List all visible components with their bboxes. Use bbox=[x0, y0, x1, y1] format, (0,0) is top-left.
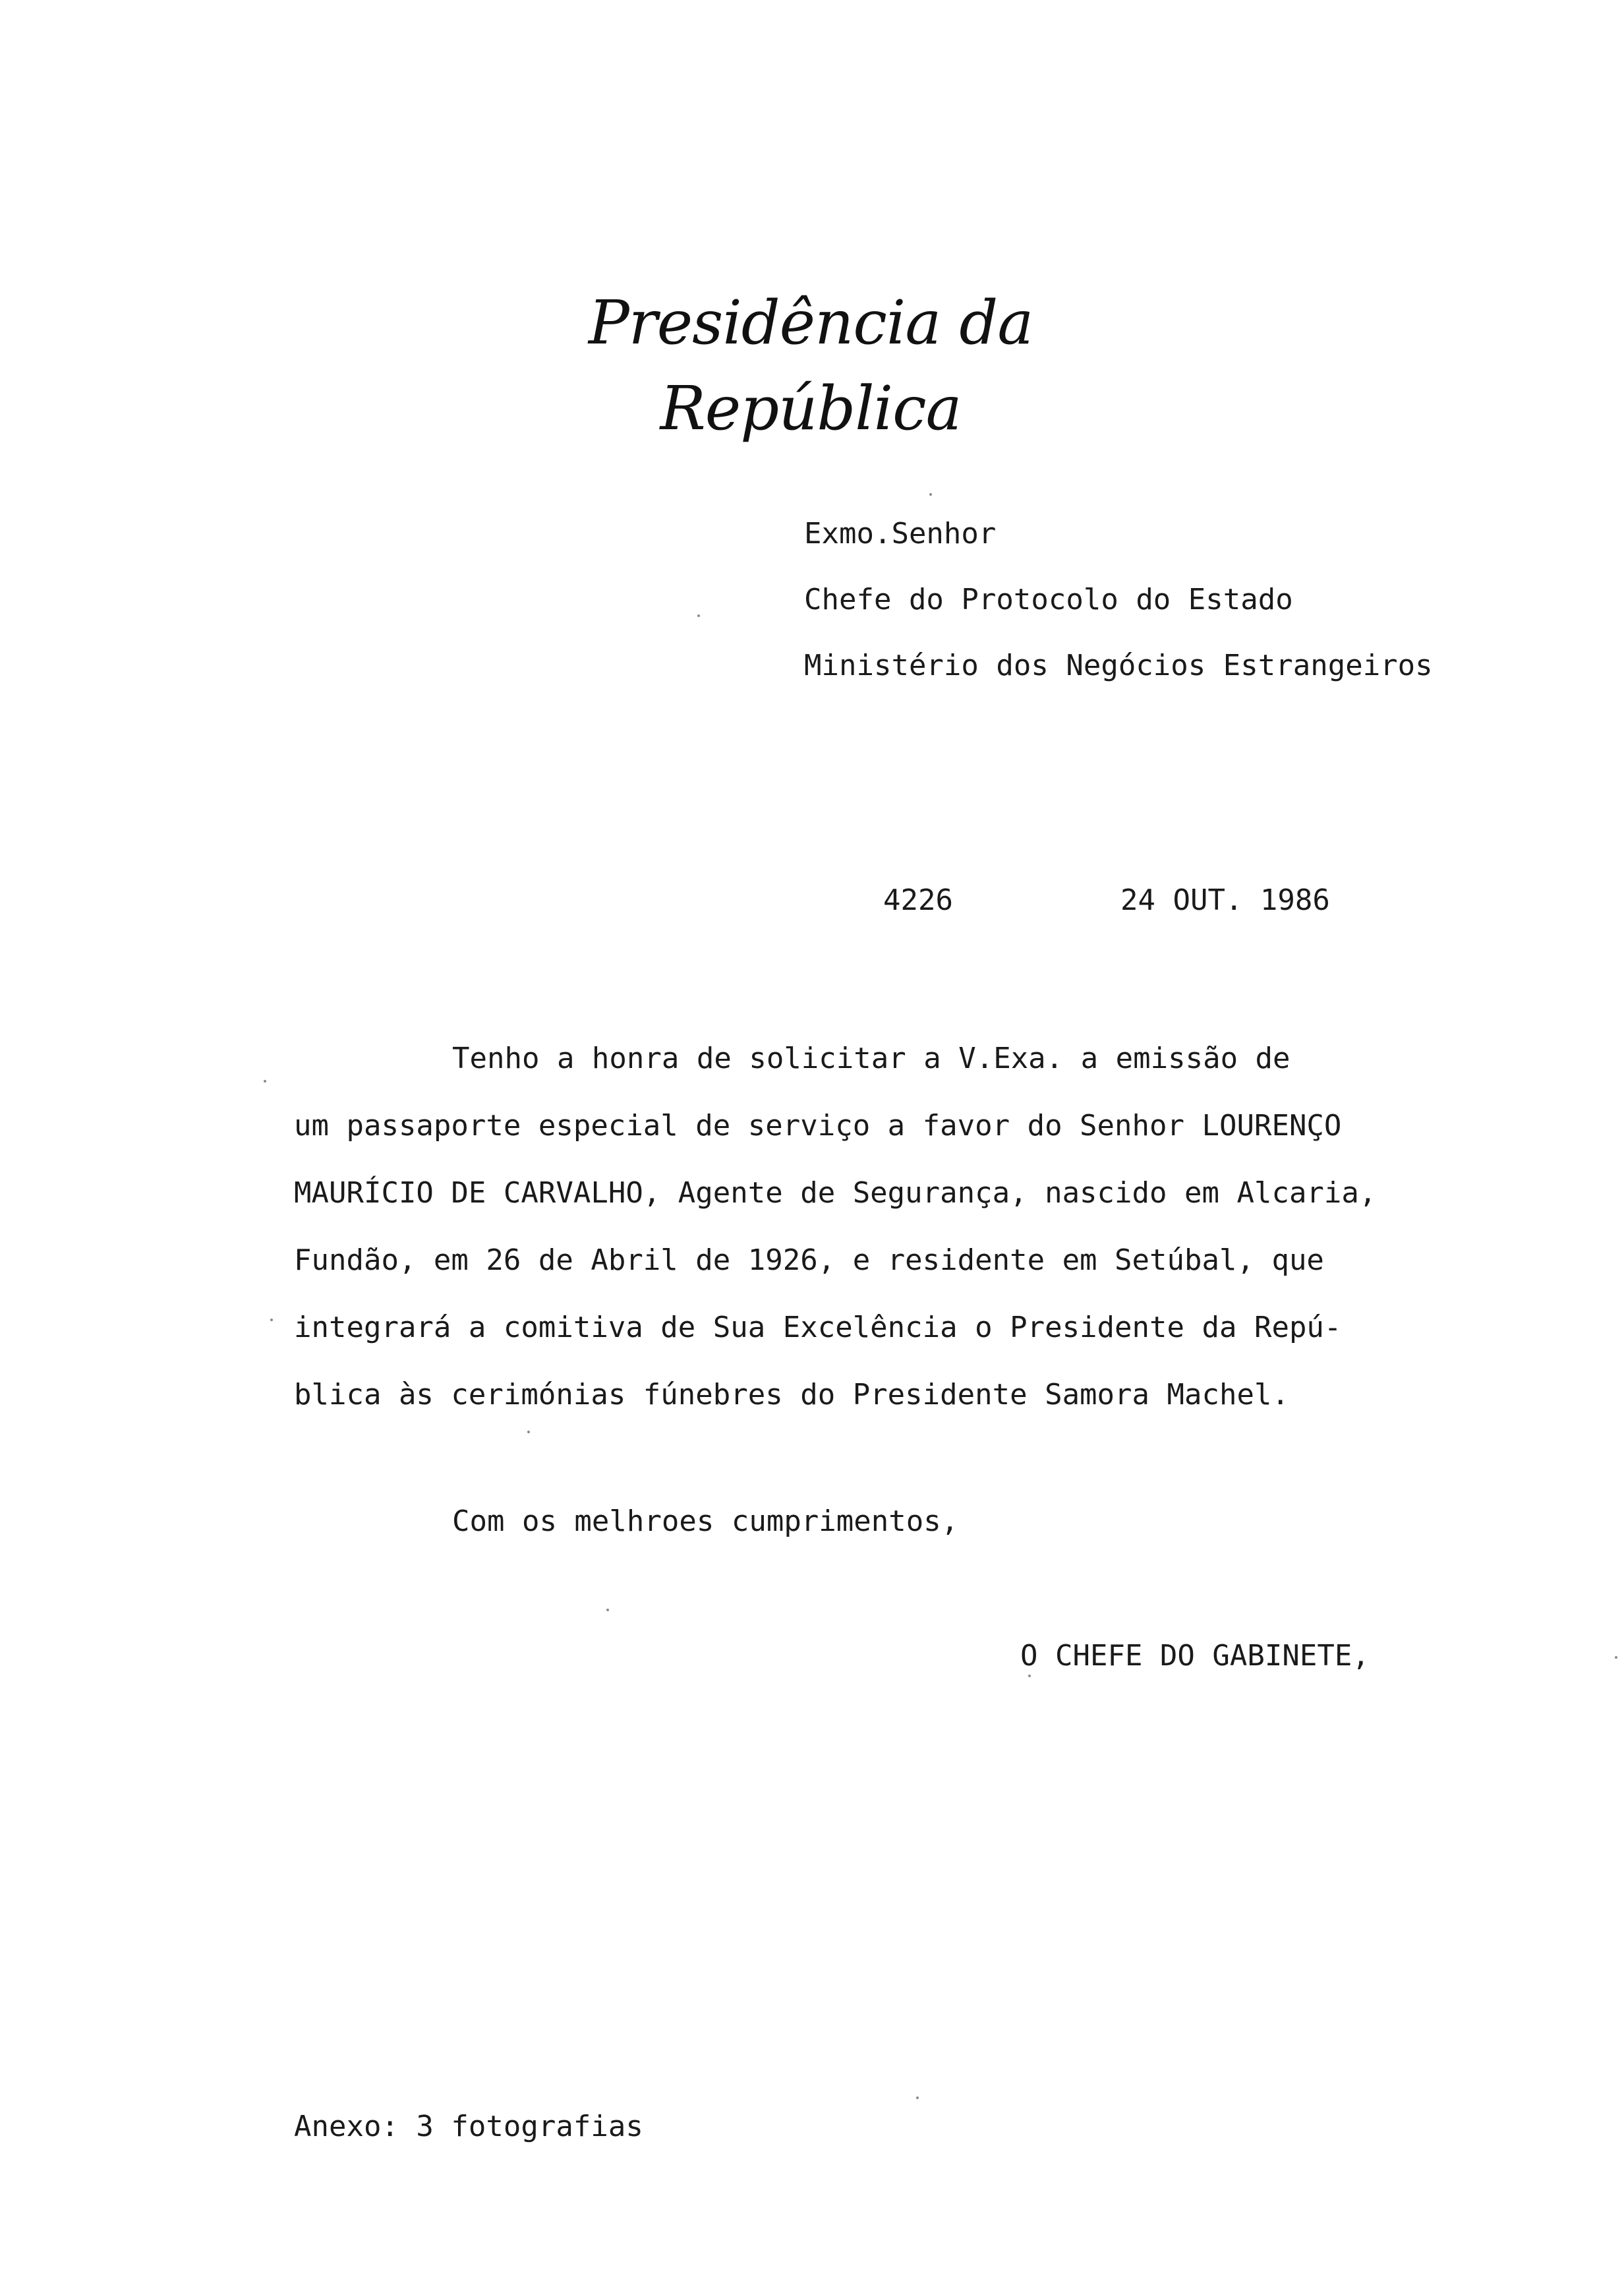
recipient-block bbox=[804, 501, 1433, 699]
reference-number: 4226 bbox=[883, 883, 953, 917]
recipient-salutation: Exmo.Senhor bbox=[804, 517, 997, 550]
scan-speck bbox=[1615, 1656, 1617, 1659]
body-line: blica às cerimónias fúnebres do Presidente Samora Machel. bbox=[294, 1378, 1289, 1412]
letter-body bbox=[294, 1025, 1500, 1429]
scan-speck bbox=[929, 493, 932, 496]
recipient-ministry: Ministério dos Negócios Estrangeiros bbox=[804, 649, 1433, 682]
scan-speck bbox=[697, 614, 700, 617]
body-line: Fundão, em 26 de Abril de 1926, e residente em Setúbal, que bbox=[294, 1243, 1324, 1277]
signatory: O CHEFE DO GABINETE, bbox=[1020, 1639, 1370, 1673]
scan-speck bbox=[270, 1319, 273, 1321]
annex-note: Anexo: 3 fotografias bbox=[294, 2110, 643, 2143]
body-line: um passaporte especial de serviço a favor do Senhor LOURENÇO bbox=[294, 1109, 1342, 1143]
letterhead: Presidência da República bbox=[588, 287, 1033, 444]
scan-speck bbox=[606, 1609, 609, 1611]
recipient-title: Chefe do Protocolo do Estado bbox=[804, 583, 1293, 616]
scan-speck bbox=[1028, 1675, 1031, 1677]
scan-speck bbox=[916, 2096, 919, 2099]
scan-speck bbox=[527, 1431, 530, 1433]
closing-line: Com os melhroes cumprimentos, bbox=[452, 1504, 959, 1538]
body-line: Tenho a honra de solicitar a V.Exa. a emissão de bbox=[452, 1042, 1290, 1075]
scan-speck bbox=[264, 1080, 266, 1083]
body-line: MAURÍCIO DE CARVALHO, Agente de Segurança, nascido em Alcaria, bbox=[294, 1176, 1377, 1210]
letter-date: 24 OUT. 1986 bbox=[1120, 883, 1330, 917]
body-line: integrará a comitiva de Sua Excelência o Presidente da Repú- bbox=[294, 1311, 1342, 1344]
